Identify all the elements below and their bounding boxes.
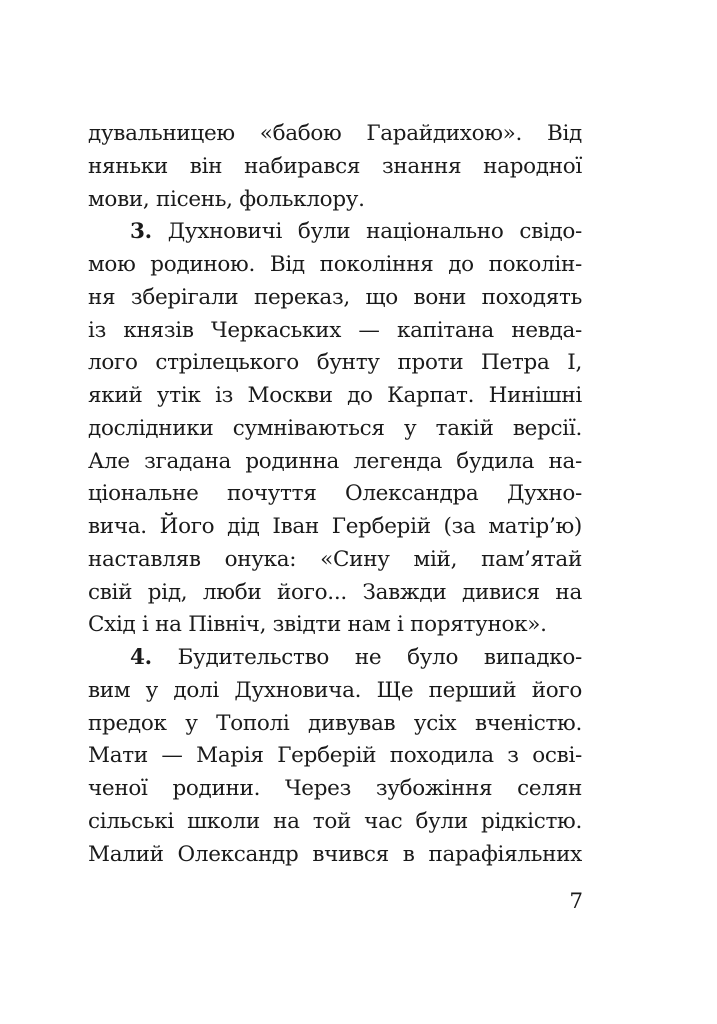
text-line: ченої родини. Через зубожіння селян — [88, 776, 582, 801]
text-line: вим у долі Духновича. Ще перший його — [88, 677, 582, 703]
line-text: Будительство не було випадко- — [151, 645, 582, 670]
paragraph-end-line: Схід і на Північ, звідти нам і порятунок». — [88, 612, 547, 638]
text-line: мою родиною. Від покоління до поколін- — [88, 252, 582, 277]
text-line: сільські школи на той час були рідкістю. — [88, 808, 582, 834]
text-line: Мати — Марія Герберій походила з осві- — [88, 743, 582, 769]
text-line: який утік із Москви до Карпат. Нинішні — [88, 383, 582, 408]
text-line: вича. Його дід Іван Герберій (за матір’ю) — [88, 514, 582, 539]
text-line: із князів Черкаських — капітана невда- — [88, 317, 582, 343]
text-line: дувальницею «бабою Гарайдихою». Від — [88, 121, 582, 146]
page-number: 7 — [569, 889, 583, 914]
text-line: няньки він набирався знання народної — [88, 153, 582, 179]
text-line: дослідники сумніваються у такій версії. — [88, 415, 582, 441]
paragraph-end-line: мови, пісень, фольклору. — [88, 186, 365, 212]
text-line: ціональне почуття Олександра Духно- — [88, 481, 582, 507]
paragraph-start-line — [88, 642, 582, 675]
text-line: свій рід, люби його... Завжди дивися на — [88, 579, 582, 605]
text-line: ня зберігали переказ, що вони походять — [88, 284, 582, 310]
text-line: предок у Тополі дивував усіх вченістю. — [88, 710, 582, 736]
document-body — [88, 118, 582, 871]
text-line: лого стрілецького бунту проти Петра І, — [88, 350, 582, 376]
text-line: Але згадана родинна легенда будила на- — [88, 448, 582, 474]
text-line: Малий Олександр вчився в парафіяльних — [88, 841, 582, 867]
line-text: Духновичі були національно свідо- — [151, 219, 582, 245]
paragraph-number: 3. — [130, 219, 152, 245]
paragraph-number: 4. — [130, 645, 152, 670]
paragraph-start-line — [88, 216, 582, 249]
text-line: наставляв онука: «Сину мій, пам’ятай — [88, 546, 582, 572]
